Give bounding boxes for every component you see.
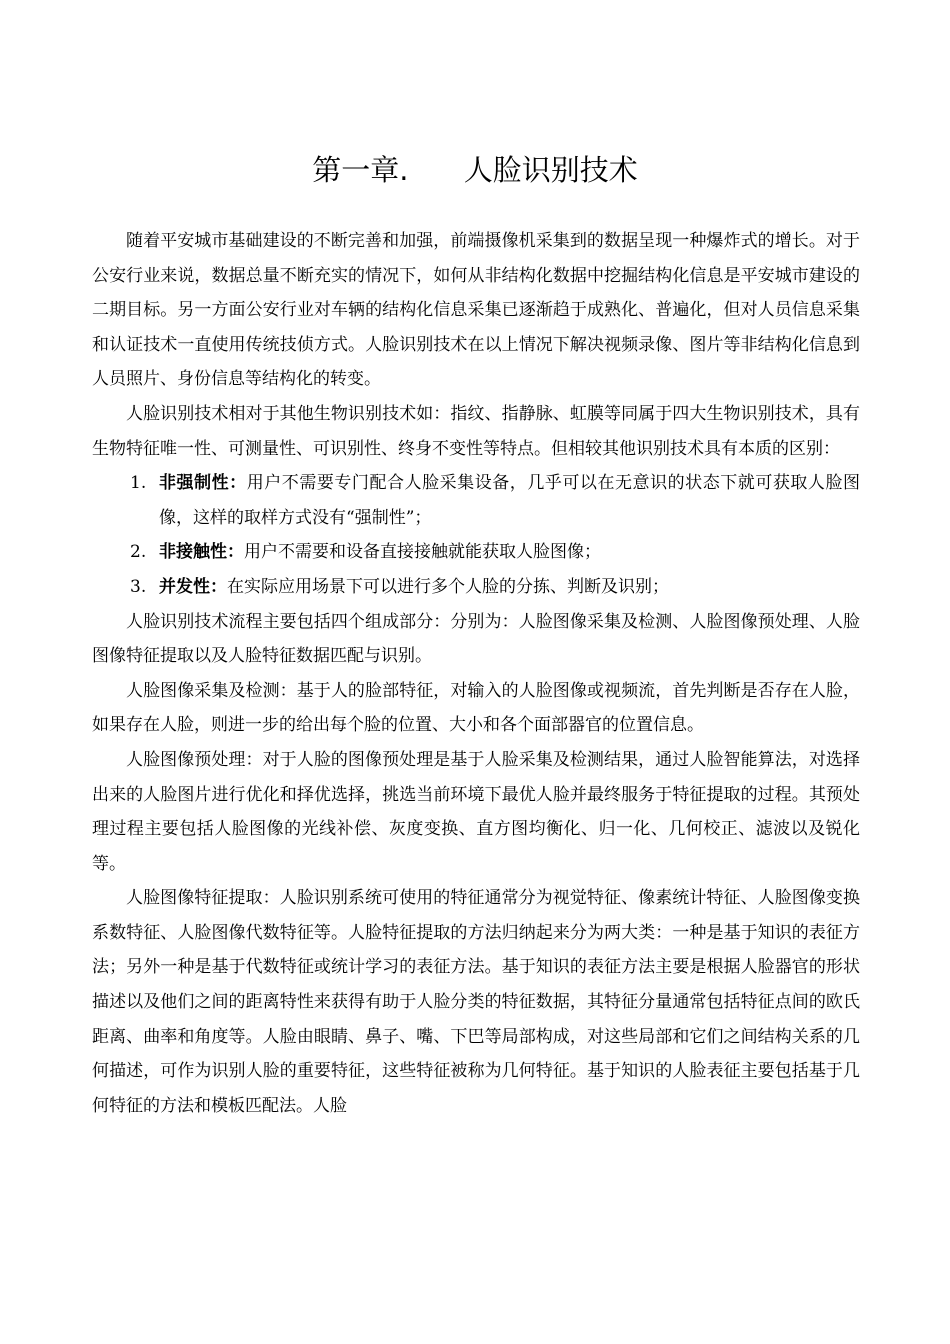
list-term: 非强制性： [159, 473, 247, 494]
list-item-concurrency [92, 570, 860, 605]
list-number: 3. [130, 576, 147, 597]
list-term: 非接触性： [159, 542, 244, 563]
paragraph-process-overview: 人脸识别技术流程主要包括四个组成部分：分别为：人脸图像采集及检测、人脸图像预处理、人脸图像特征提取以及人脸特征数据匹配与识别。 [92, 611, 860, 667]
list-number: 1. [130, 473, 147, 494]
list-item-non-mandatory [92, 466, 860, 535]
paragraph-preprocessing: 人脸图像预处理：对于人脸的图像预处理是基于人脸采集及检测结果，通过人脸智能算法，对选择出来的人脸图片进行优化和择优选择，挑选当前环境下最优人脸并最终服务于特征提取的过程。其预处理过程主要包括人脸图像的光线补偿、灰度变换、直方图均衡化、归一化、几何校正、滤波以及锐化等。 [92, 749, 860, 874]
list-term: 并发性： [159, 576, 227, 597]
paragraph-comparison: 人脸识别技术相对于其他生物识别技术如：指纹、指静脉、虹膜等同属于四大生物识别技术，具有生物特征唯一性、可测量性、可识别性、终身不变性等特点。但相较其他识别技术具有本质的区别： [92, 403, 860, 459]
document-body [92, 224, 860, 1123]
paragraph-detection: 人脸图像采集及检测：基于人的脸部特征，对输入的人脸图像或视频流，首先判断是否存在人脸，如果存在人脸，则进一步的给出每个脸的位置、大小和各个面部器官的位置信息。 [92, 680, 860, 736]
list-text: 在实际应用场景下可以进行多个人脸的分拣、判断及识别； [227, 576, 669, 597]
list-item-non-contact [92, 535, 860, 570]
paragraph-background: 随着平安城市基础建设的不断完善和加强，前端摄像机采集到的数据呈现一种爆炸式的增长。对于公安行业来说，数据总量不断充实的情况下，如何从非结构化数据中挖掘结构化信息是平安城市建设的二期目标。另一方面公安行业对车辆的结构化信息采集已逐渐趋于成熟化、普遍化，但对人员信息采集和认证技术一直使用传统技侦方式。人脸识别技术在以上情况下解决视频录像、图片等非结构化信息到人员照片、身份信息等结构化的转变。 [92, 231, 860, 390]
list-number: 2. [130, 542, 147, 563]
paragraph-feature-extraction: 人脸图像特征提取：人脸识别系统可使用的特征通常分为视觉特征、像素统计特征、人脸图像变换系数特征、人脸图像代数特征等。人脸特征提取的方法归纳起来分为两大类：一种是基于知识的表征方法；另外一种是基于代数特征或统计学习的表征方法。基于知识的表征方法主要是根据人脸器官的形状描述以及他们之间的距离特性来获得有助于人脸分类的特征数据，其特征分量通常包括特征点间的欧氏距离、曲率和角度等。人脸由眼睛、鼻子、嘴、下巴等局部构成，对这些局部和它们之间结构关系的几何描述，可作为识别人脸的重要特征，这些特征被称为几何特征。基于知识的人脸表征主要包括基于几何特征的方法和模板匹配法。人脸 [92, 888, 860, 1116]
list-text: 用户不需要专门配合人脸采集设备，几乎可以在无意识的状态下就可获取人脸图像，这样的取样方式没有“强制性”； [159, 473, 861, 528]
list-text: 用户不需要和设备直接接触就能获取人脸图像； [244, 542, 601, 563]
chapter-title: 第一章. 人脸识别技术 [312, 153, 638, 187]
